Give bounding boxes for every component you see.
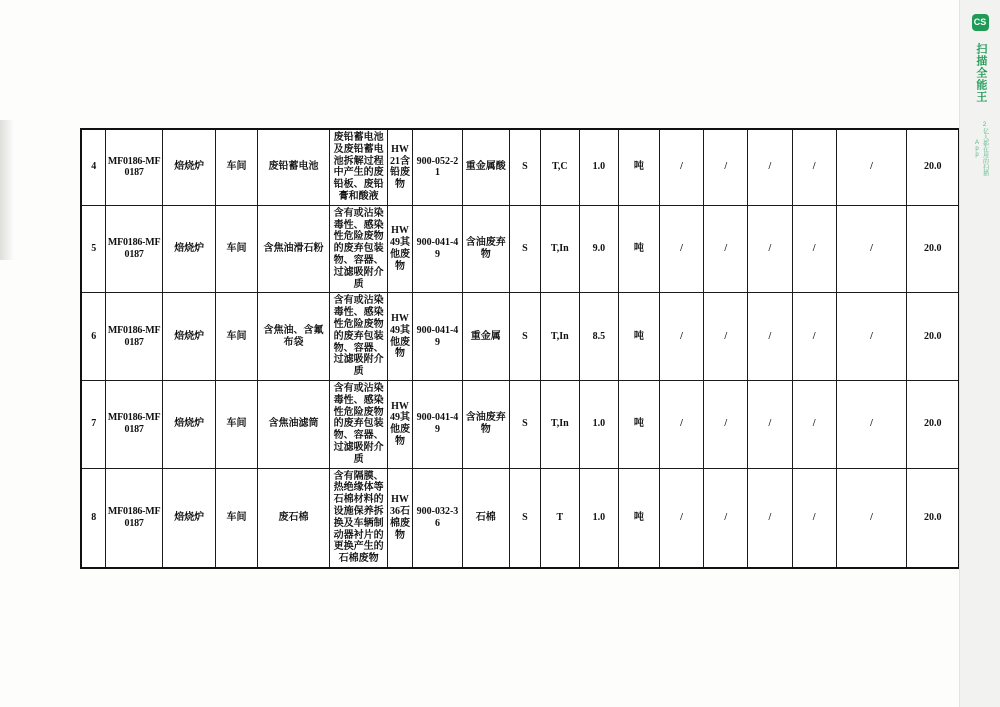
cell-quantity: 1.0 <box>579 129 618 205</box>
cell-form: S <box>509 205 540 293</box>
cell-storage: / <box>836 468 907 568</box>
cell-waste-code: 900-032-36 <box>413 468 462 568</box>
watermark-brand: 扫描全能王 <box>974 43 987 103</box>
cell-code: MF0186-MF0187 <box>106 205 163 293</box>
cell-transfer: 20.0 <box>907 468 959 568</box>
cell-quantity: 1.0 <box>579 468 618 568</box>
cell-quantity: 9.0 <box>579 205 618 293</box>
camscanner-logo-icon: CS <box>972 14 989 31</box>
cell-hazard-code: T,In <box>540 205 579 293</box>
cell-property: 重金属酸 <box>462 129 509 205</box>
cell-form: S <box>509 129 540 205</box>
cell-waste-category: HW49其他废物 <box>387 380 412 468</box>
cell-property: 含油废弃物 <box>462 380 509 468</box>
cell-self-dispose: / <box>748 293 792 381</box>
cell-property: 含油废弃物 <box>462 205 509 293</box>
cell-waste-description: 含有或沾染毒性、感染性危险废物的废弃包装物、容器、过滤吸附介质 <box>330 205 387 293</box>
cell-self-dispose: / <box>748 129 792 205</box>
table-row <box>81 205 959 293</box>
cell-quantity: 8.5 <box>579 293 618 381</box>
table-row <box>81 468 959 568</box>
cell-index: 6 <box>81 293 106 381</box>
hazardous-waste-table <box>80 128 960 569</box>
table-row <box>81 380 959 468</box>
cell-property: 石棉 <box>462 468 509 568</box>
cell-waste-name: 含焦油滤筒 <box>257 380 330 468</box>
cell-source: 焙烧炉 <box>162 205 216 293</box>
cell-transfer: 20.0 <box>907 380 959 468</box>
cell-hazard-code: T <box>540 468 579 568</box>
cell-waste-description: 废铅蓄电池及废铅蓄电池拆解过程中产生的废铅板、废铅膏和酸液 <box>330 129 387 205</box>
cell-unit: 吨 <box>618 380 659 468</box>
cell-external-utilize: / <box>704 380 748 468</box>
cell-transfer: 20.0 <box>907 129 959 205</box>
scanner-app-watermark <box>966 14 994 184</box>
cell-property: 重金属 <box>462 293 509 381</box>
cell-index: 7 <box>81 380 106 468</box>
cell-source: 焙烧炉 <box>162 380 216 468</box>
cell-external-dispose: / <box>792 468 836 568</box>
cell-hazard-code: T,In <box>540 293 579 381</box>
cell-self-dispose: / <box>748 468 792 568</box>
cell-index: 5 <box>81 205 106 293</box>
cell-quantity: 1.0 <box>579 380 618 468</box>
cell-form: S <box>509 380 540 468</box>
cell-waste-code: 900-041-49 <box>413 293 462 381</box>
cell-storage: / <box>836 129 907 205</box>
cell-waste-name: 废石棉 <box>257 468 330 568</box>
cell-waste-category: HW49其他废物 <box>387 205 412 293</box>
cell-waste-name: 废铅蓄电池 <box>257 129 330 205</box>
cell-unit: 吨 <box>618 129 659 205</box>
page-edge-smudge <box>0 120 14 260</box>
cell-external-dispose: / <box>792 380 836 468</box>
cell-external-utilize: / <box>704 468 748 568</box>
cell-code: MF0186-MF0187 <box>106 129 163 205</box>
cell-index: 8 <box>81 468 106 568</box>
cell-location: 车间 <box>216 468 257 568</box>
table-body <box>81 129 959 568</box>
table-row <box>81 293 959 381</box>
cell-location: 车间 <box>216 129 257 205</box>
cell-waste-code: 900-041-49 <box>413 205 462 293</box>
cell-index: 4 <box>81 129 106 205</box>
cell-self-utilize: / <box>659 129 703 205</box>
cell-form: S <box>509 468 540 568</box>
cell-waste-name: 含焦油滑石粉 <box>257 205 330 293</box>
cell-waste-description: 含有隔膜、热绝缘体等石棉材料的设施保养拆换及车辆制动器衬片的更换产生的石棉废物 <box>330 468 387 568</box>
cell-source: 焙烧炉 <box>162 129 216 205</box>
cell-self-dispose: / <box>748 205 792 293</box>
cell-waste-category: HW49其他废物 <box>387 293 412 381</box>
cell-external-dispose: / <box>792 205 836 293</box>
cell-external-dispose: / <box>792 293 836 381</box>
cell-unit: 吨 <box>618 205 659 293</box>
cell-code: MF0186-MF0187 <box>106 293 163 381</box>
cell-source: 焙烧炉 <box>162 468 216 568</box>
cell-storage: / <box>836 293 907 381</box>
cell-hazard-code: T,In <box>540 380 579 468</box>
cell-waste-description: 含有或沾染毒性、感染性危险废物的废弃包装物、容器、过滤吸附介质 <box>330 293 387 381</box>
cell-self-utilize: / <box>659 380 703 468</box>
cell-self-dispose: / <box>748 380 792 468</box>
cell-waste-code: 900-052-21 <box>413 129 462 205</box>
cell-external-dispose: / <box>792 129 836 205</box>
cell-self-utilize: / <box>659 468 703 568</box>
cell-external-utilize: / <box>704 129 748 205</box>
cell-waste-code: 900-041-49 <box>413 380 462 468</box>
cell-storage: / <box>836 380 907 468</box>
cell-waste-name: 含焦油、含氟布袋 <box>257 293 330 381</box>
cell-transfer: 20.0 <box>907 293 959 381</box>
cell-unit: 吨 <box>618 468 659 568</box>
cell-waste-category: HW21含铅废物 <box>387 129 412 205</box>
cell-waste-description: 含有或沾染毒性、感染性危险废物的废弃包装物、容器、过滤吸附介质 <box>330 380 387 468</box>
watermark-subtitle: 2亿人都在用的扫描 App <box>974 121 988 176</box>
table-row <box>81 129 959 205</box>
cell-external-utilize: / <box>704 293 748 381</box>
cell-external-utilize: / <box>704 205 748 293</box>
cell-storage: / <box>836 205 907 293</box>
cell-code: MF0186-MF0187 <box>106 380 163 468</box>
cell-location: 车间 <box>216 293 257 381</box>
cell-source: 焙烧炉 <box>162 293 216 381</box>
cell-unit: 吨 <box>618 293 659 381</box>
cell-location: 车间 <box>216 380 257 468</box>
cell-code: MF0186-MF0187 <box>106 468 163 568</box>
cell-transfer: 20.0 <box>907 205 959 293</box>
cell-form: S <box>509 293 540 381</box>
cell-self-utilize: / <box>659 293 703 381</box>
cell-hazard-code: T,C <box>540 129 579 205</box>
cell-location: 车间 <box>216 205 257 293</box>
cell-self-utilize: / <box>659 205 703 293</box>
cell-waste-category: HW36石棉废物 <box>387 468 412 568</box>
